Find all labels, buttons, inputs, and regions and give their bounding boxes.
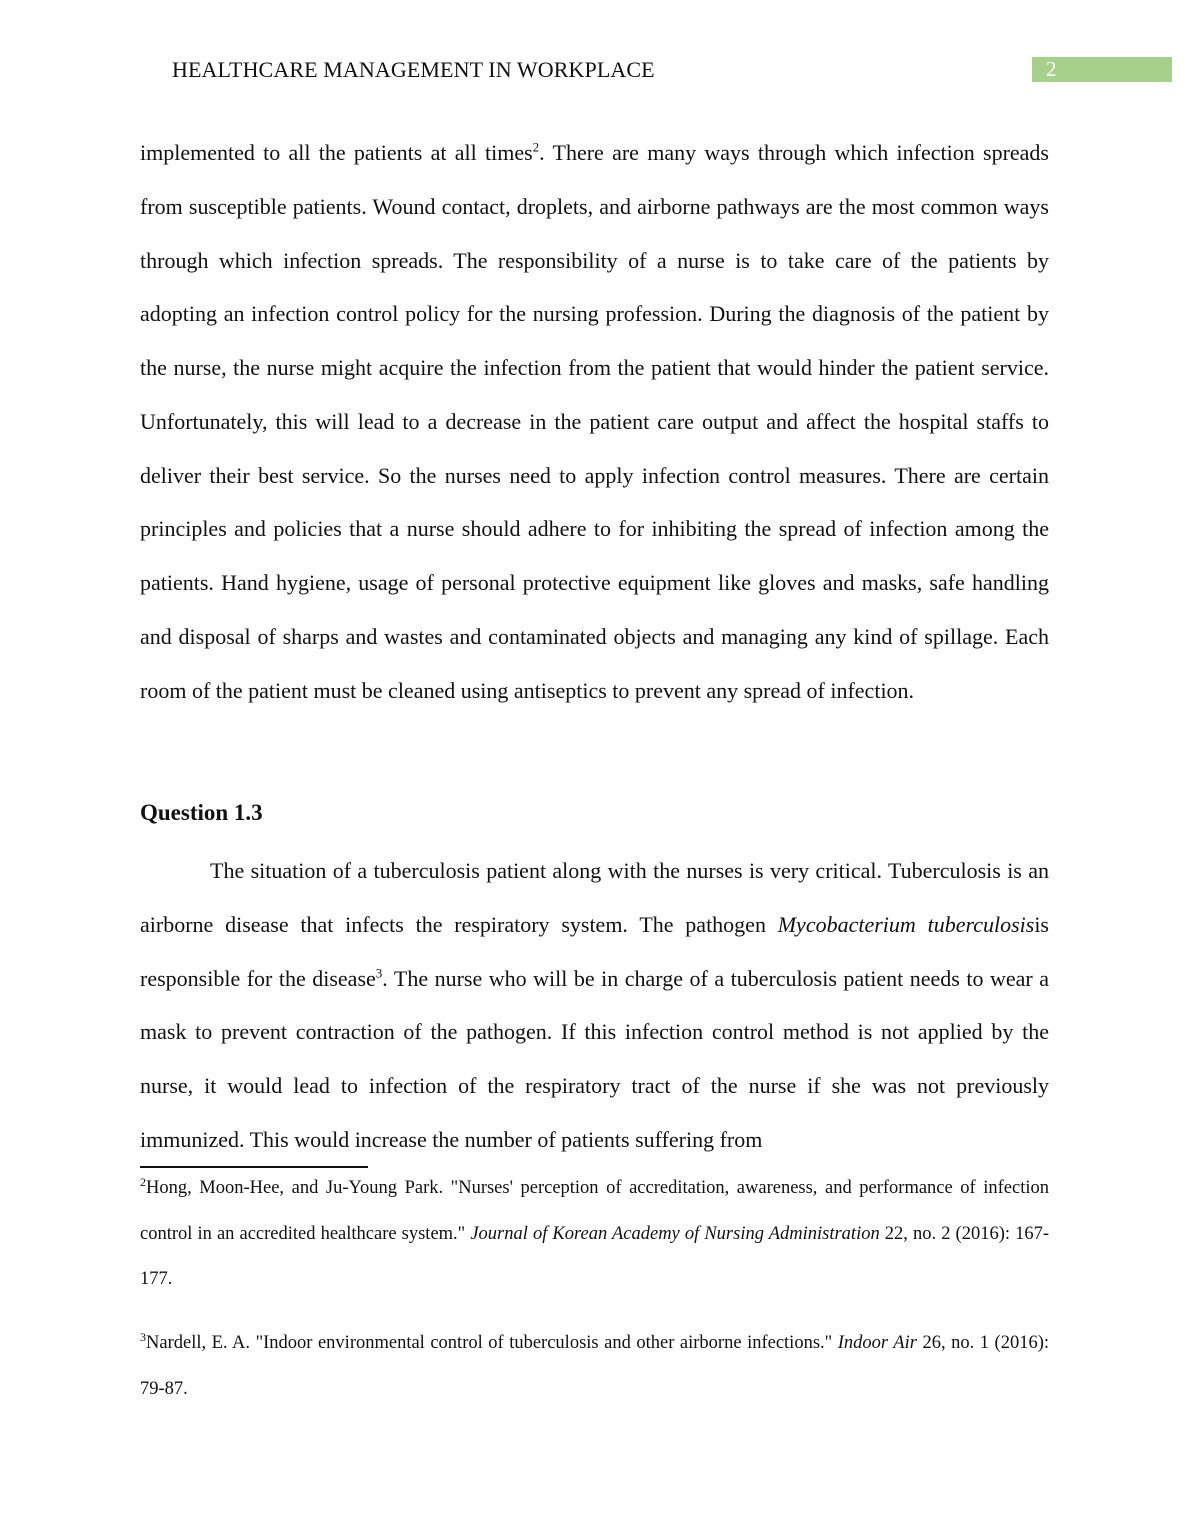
pathogen-name: Mycobacterium tuberculosis	[777, 911, 1035, 937]
footnote-text-end: 26, no. 1 (2016): 79-87.	[140, 1333, 1050, 1399]
paragraph-2-text-a: The situation of a tuberculosis patient along with the nurses is very critical. Tuberculosis is an airborne disease that infects the respiratory system. The pathogen	[140, 858, 1049, 937]
footnote-text: Hong, Moon-Hee, and Ju-Young Park. "Nurses' perception of accreditation, awareness, and performance of infection control in an accredited healthcare system."	[140, 1178, 1049, 1244]
footnote-journal: Indoor Air	[837, 1333, 917, 1353]
footnote-text: Nardell, E. A. "Indoor environmental control of tuberculosis and other airborne infections."	[146, 1333, 838, 1353]
footnote-text-end: 22, no. 2 (2016): 167-177.	[140, 1223, 1049, 1289]
paragraph-1-text-b: . There are many ways through which infection spreads from susceptible patients. Wound contact, droplets, and airborne pathways are the most common ways through which infection spreads. The responsibility of a nurse is to take care of the patients by adopting an infection control policy for the nursing profession. During the diagnosis of the patient by the nurse, the nurse might acquire the infection from the patient that would hinder the patient service. Unfortunately, this will lead to a decrease in the patient care output and affect the hospital staffs to deliver their best service. So the nurses need to apply infection control measures. There are certain principles and policies that a nurse should adhere to for inhibiting the spread of infection among the patients. Hand hygiene, usage of personal protective equipment like gloves and masks, safe handling and disposal of sharps and wastes and contaminated objects and managing any kind of spillage. Each room of the patient must be cleaned using antiseptics to prevent any spread of infection.	[140, 140, 1049, 703]
running-head-title: HEALTHCARE MANAGEMENT IN WORKPLACE	[172, 57, 655, 82]
footnote-marker: 3	[140, 1329, 146, 1344]
section-heading: Question 1.3	[140, 800, 263, 825]
footnote-journal: Journal of Korean Academy of Nursing Administration	[470, 1223, 880, 1244]
page-number-box	[1032, 57, 1172, 82]
paragraph-2-text-c: . The nurse who will be in charge of a tuberculosis patient needs to wear a mask to prevent contraction of the pathogen. If this infection control method is not applied by the nurse, it would lead to infection of the respiratory tract of the nurse if she was not previously immunized. This would increase the number of patients suffering from	[140, 965, 1049, 1152]
page-number: 2	[1046, 57, 1057, 81]
paragraph-1-text-a: implemented to all the patients at all times	[140, 140, 533, 165]
body-paragraph-2	[140, 844, 1049, 1167]
footnote-2	[140, 1166, 1049, 1303]
footnote-reference-3[interactable]: 3	[375, 965, 383, 981]
body-paragraph-1	[140, 126, 1049, 717]
footnote-marker: 2	[140, 1174, 146, 1189]
paragraph-2-text-b: is responsible for the disease	[140, 911, 1049, 991]
footnote-reference-2[interactable]: 2	[532, 139, 540, 155]
footnote-3	[140, 1321, 1049, 1412]
